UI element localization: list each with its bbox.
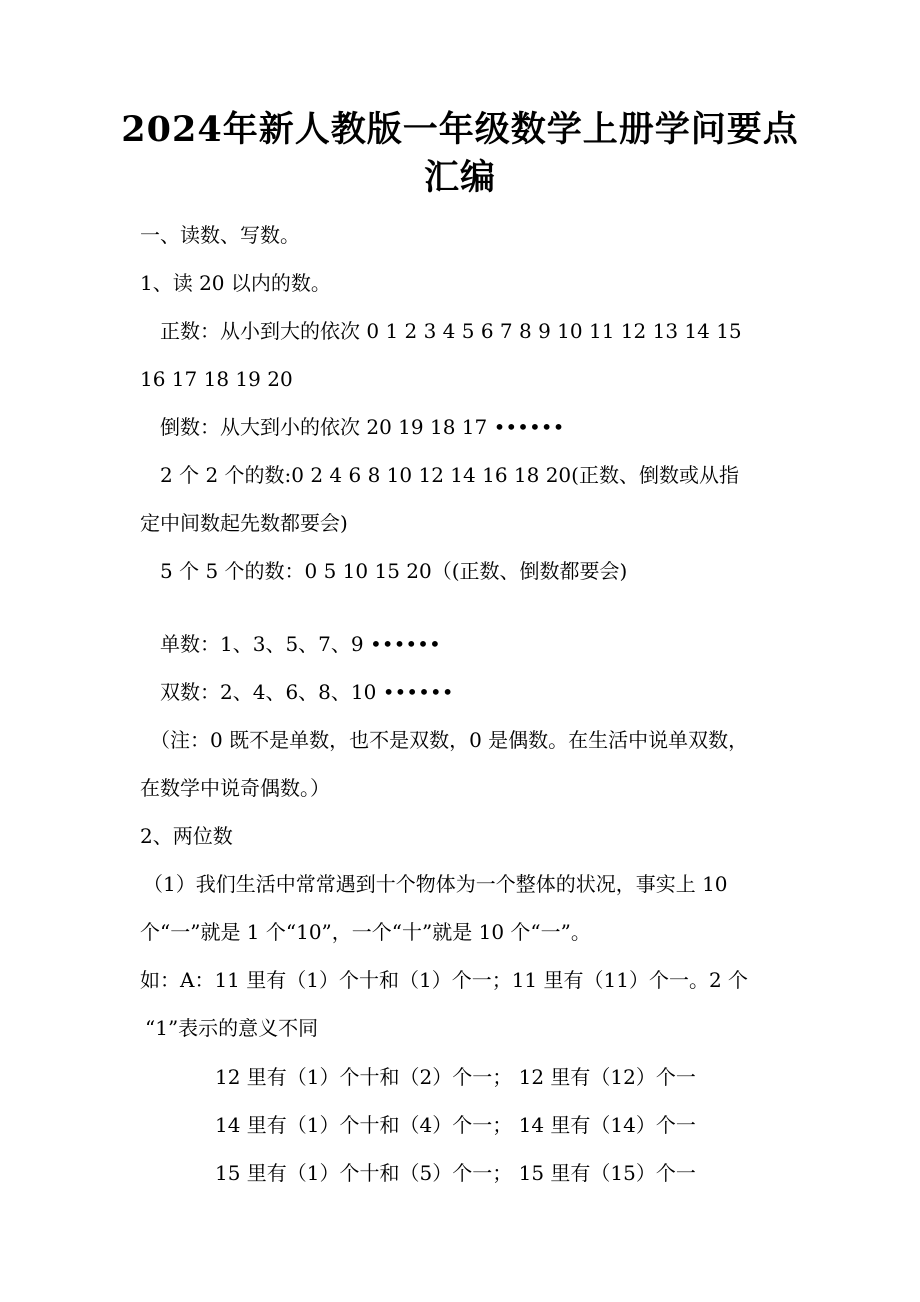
odd-numbers-line: 单数：1、3、5、7、9 •••••• [160,632,441,656]
tens-paragraph-continued: 个“一”就是 1 个“10”，一个“十”就是 10 个“一”。 [140,920,591,944]
document-title: 2024年新人教版一年级数学上册学问要点汇编 [121,109,799,198]
forward-count-line: 正数：从小到大的依次 0 1 2 3 4 5 6 7 8 9 10 11 12 13 14 15 [160,319,742,343]
count-by-fives-line: 5 个 5 个的数：0 5 10 15 20（(正数、倒数都要会) [160,559,628,583]
forward-count-continued: 16 17 18 19 20 [140,367,293,391]
example-row-14: 14 里有（1）个十和（4）个一； 14 里有（14）个一 [215,1113,696,1137]
subsection-read-within-20: 1、读 20 以内的数。 [140,271,331,295]
example-line: 如：A：11 里有（1）个十和（1）个一；11 里有（11）个一。2 个 [140,968,749,992]
count-by-twos-continued: 定中间数起先数都要会) [140,511,348,535]
section-heading-reading-writing: 一、读数、写数。 [140,223,300,247]
zero-note-continued: 在数学中说奇偶数。） [140,776,330,800]
backward-count-line: 倒数：从大到小的依次 20 19 18 17 •••••• [160,415,565,439]
example-row-12: 12 里有（1）个十和（2）个一； 12 里有（12）个一 [215,1065,696,1089]
example-continued: “1”表示的意义不同 [145,1016,319,1040]
example-row-15: 15 里有（1）个十和（5）个一； 15 里有（15）个一 [215,1161,696,1185]
subsection-two-digit-numbers: 2、两位数 [140,824,233,848]
tens-paragraph-line: （1）我们生活中常常遇到十个物体为一个整体的状况，事实上 10 [143,872,728,896]
count-by-twos-line: 2 个 2 个的数:0 2 4 6 8 10 12 14 16 18 20(正数、倒数或从指 [160,463,739,487]
even-numbers-line: 双数：2、4、6、8、10 •••••• [160,680,454,704]
zero-note-line: （注：0 既不是单数，也不是双数，0 是偶数。在生活中说单双数， [150,728,749,752]
